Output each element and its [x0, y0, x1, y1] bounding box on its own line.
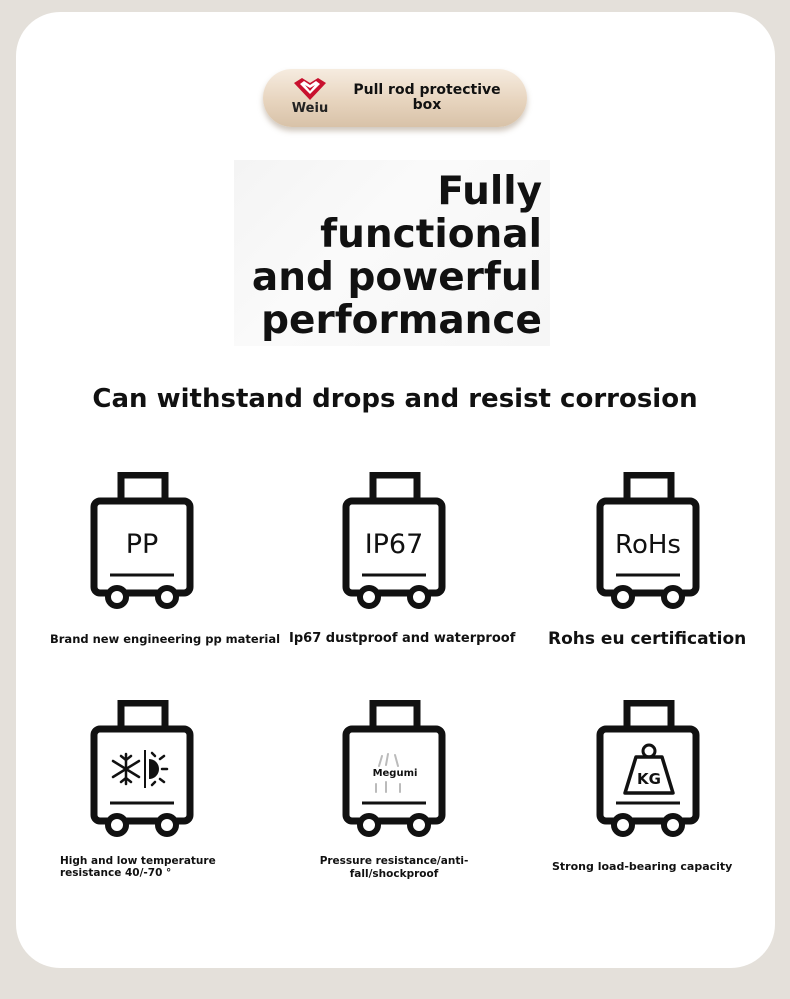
snowflake-icon	[113, 754, 139, 784]
weiu-logo-icon	[292, 77, 328, 101]
brand-logo	[285, 77, 335, 121]
logo-text: Weiu	[291, 101, 329, 116]
product-title: Pull rod protective box	[353, 82, 501, 113]
feature-caption: Strong load-bearing capacity	[552, 860, 733, 873]
hero-headline: Fully functional and powerful performance	[251, 169, 542, 343]
pressure-icon	[272, 700, 512, 840]
feature-caption: Brand new engineering pp material	[50, 632, 281, 646]
brand-badge	[263, 69, 527, 127]
feature-ip67	[272, 472, 516, 692]
feature-caption: Rohs eu certification	[548, 629, 747, 649]
case-label: PP	[125, 529, 159, 560]
kg-weight-icon	[526, 700, 766, 840]
ip67-label-icon	[272, 472, 512, 612]
feature-caption: High and low temperature resistance 40/-70 °	[60, 855, 216, 879]
feature-pp	[20, 472, 281, 692]
pp-label-icon	[20, 472, 260, 612]
case-label: Megumi	[372, 768, 418, 779]
feature-load	[526, 700, 766, 920]
sun-icon	[149, 753, 167, 785]
snowflake-sun-icon	[20, 700, 260, 840]
feature-caption: Ip67 dustproof and waterproof	[289, 631, 516, 646]
case-label: RoHs	[615, 530, 681, 560]
case-label: KG	[637, 770, 661, 788]
subheadline: Can withstand drops and resist corrosion	[92, 384, 698, 414]
feature-pressure	[272, 700, 512, 920]
rohs-label-icon	[526, 472, 766, 612]
feature-caption: Pressure resistance/anti-fall/shockproof	[319, 855, 469, 880]
case-label: IP67	[364, 529, 424, 560]
feature-temperature	[20, 700, 260, 920]
feature-rohs	[526, 472, 766, 692]
